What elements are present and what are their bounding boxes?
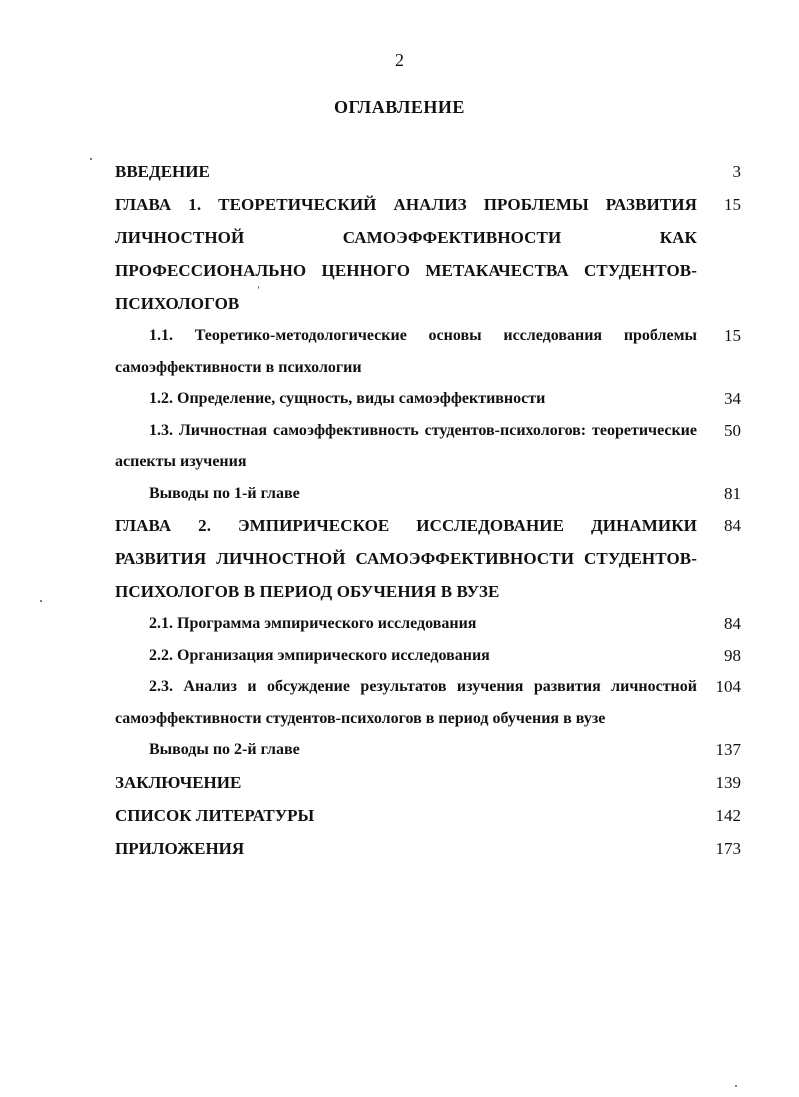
toc-entry-title: 1.2. Определение, сущность, виды самоэффективности [149, 390, 546, 407]
toc-entry-introduction[interactable] [115, 155, 741, 188]
toc-entry-title: Выводы по 2-й главе [149, 741, 300, 758]
toc-entry-page: 139 [715, 772, 741, 792]
toc-entry-section-2-1[interactable] [115, 608, 741, 640]
toc-entry-page: 142 [715, 805, 741, 825]
toc-entry-section-1-3[interactable] [115, 415, 741, 478]
toc-entry-section-2-3[interactable] [115, 671, 741, 734]
toc-entry-title: 2.3. Анализ и обсуждение результатов изучения развития личностной самоэффективности студентов-психологов в период обучения в вузе [115, 678, 697, 727]
toc-entry-section-1-2[interactable] [115, 383, 741, 415]
toc-entry-section-2-2[interactable] [115, 640, 741, 672]
toc-entry-page: 84 [724, 516, 741, 535]
toc-entry-title: 1.1. Теоретико-методологические основы исследования проблемы самоэффективности в психологии [115, 327, 697, 376]
scan-speck [40, 600, 42, 602]
toc-entry-page: 15 [724, 326, 741, 345]
toc-entry-title: 2.2. Организация эмпирического исследования [149, 646, 490, 664]
toc-entry-page: 81 [724, 483, 741, 503]
toc-entry-page: 50 [724, 420, 741, 440]
scan-speck [90, 158, 92, 160]
toc-entry-page: 3 [732, 162, 741, 181]
toc-entry-title: ВВЕДЕНИЕ [115, 162, 210, 181]
toc-entry-page: 98 [724, 645, 741, 665]
scan-speck [258, 286, 259, 289]
toc-entry-page: 137 [715, 740, 741, 759]
page-number: 2 [395, 50, 404, 70]
toc-entry-page: 84 [724, 614, 741, 633]
toc-entry-title: ЗАКЛЮЧЕНИЕ [115, 772, 242, 792]
toc-entry-title: 2.1. Программа эмпирического исследования [149, 615, 477, 632]
toc-entry-page: 104 [715, 677, 741, 696]
toc-entry-page: 34 [724, 389, 741, 408]
page-title: ОГЛАВЛЕНИЕ [334, 97, 465, 117]
toc-entry-page: 173 [715, 838, 741, 858]
toc-entry-section-1-1[interactable] [115, 320, 741, 383]
toc-entry-chapter-1[interactable] [115, 188, 741, 320]
toc-entry-title: 1.3. Личностная самоэффективность студентов-психологов: теоретические аспекты изучения [115, 421, 697, 470]
table-of-contents [115, 155, 741, 865]
toc-entry-appendices[interactable] [115, 832, 741, 865]
toc-entry-title: СПИСОК ЛИТЕРАТУРЫ [115, 805, 315, 825]
scan-speck [735, 1085, 737, 1087]
toc-entry-chapter-1-conclusions[interactable] [115, 478, 741, 510]
toc-entry-chapter-2-conclusions[interactable] [115, 734, 741, 766]
toc-entry-title: ГЛАВА 2. ЭМПИРИЧЕСКОЕ ИССЛЕДОВАНИЕ ДИНАМИКИ РАЗВИТИЯ ЛИЧНОСТНОЙ САМОЭФФЕКТИВНОСТИ СТУДЕНТОВ-ПСИХОЛОГОВ В ПЕРИОД ОБУЧЕНИЯ В ВУЗЕ [115, 516, 697, 601]
toc-entry-references[interactable] [115, 799, 741, 832]
toc-entry-title: ГЛАВА 1. ТЕОРЕТИЧЕСКИЙ АНАЛИЗ ПРОБЛЕМЫ РАЗВИТИЯ ЛИЧНОСТНОЙ САМОЭФФЕКТИВНОСТИ КАК ПРОФЕССИОНАЛЬНО ЦЕННОГО МЕТАКАЧЕСТВА СТУДЕНТОВ-ПСИХОЛОГОВ [115, 195, 697, 313]
toc-entry-chapter-2[interactable] [115, 509, 741, 608]
toc-entry-title: ПРИЛОЖЕНИЯ [115, 838, 245, 858]
toc-entry-title: Выводы по 1-й главе [149, 484, 300, 502]
toc-entry-page: 15 [724, 195, 741, 214]
toc-entry-conclusion[interactable] [115, 766, 741, 799]
